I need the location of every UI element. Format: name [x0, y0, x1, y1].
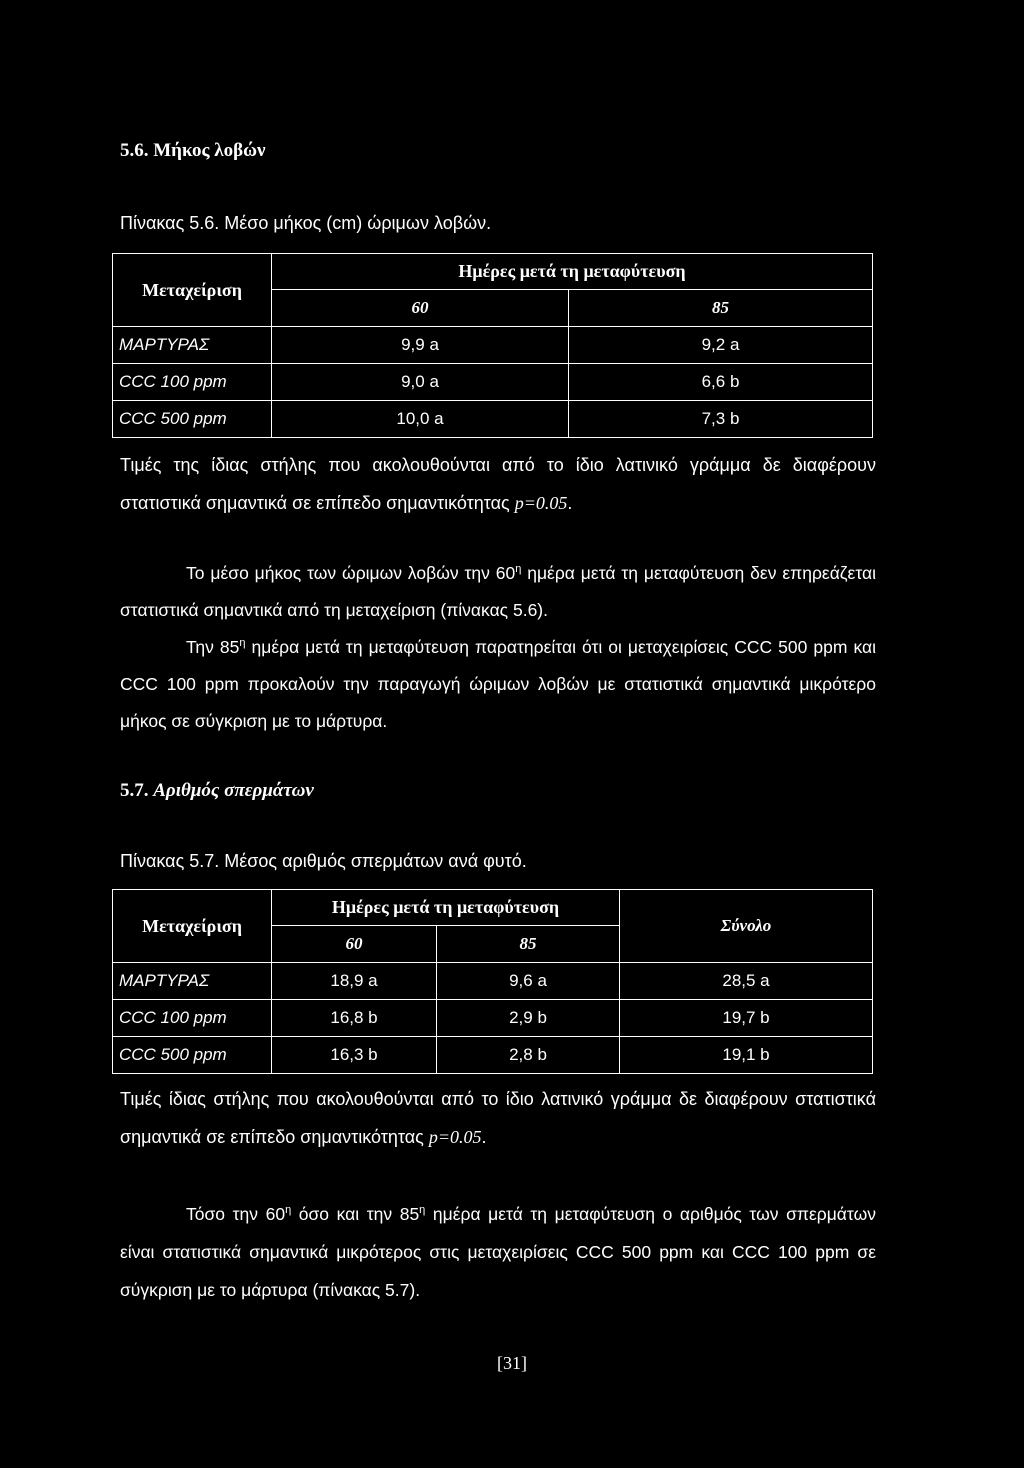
cell-day-60: 9,9 a: [272, 327, 569, 364]
cell-day-60: 18,9 a: [272, 963, 437, 1000]
row-treatment: CCC 500 ppm: [113, 401, 272, 438]
section-heading-5-7: [120, 780, 314, 802]
cell-day-85: 6,6 b: [569, 364, 873, 401]
section-number: 5.6.: [120, 140, 149, 161]
cell-day-60: 10,0 a: [272, 401, 569, 438]
p-value: p=0.05: [514, 493, 568, 513]
cell-total: 28,5 a: [620, 963, 873, 1000]
header-treatment: Μεταχείριση: [113, 254, 272, 327]
cell-day-85: 7,3 b: [569, 401, 873, 438]
cell-day-60: 9,0 a: [272, 364, 569, 401]
cell-day-60: 16,3 b: [272, 1037, 437, 1074]
table-caption-5-7: Πίνακας 5.7. Μέσος αριθμός σπερμάτων ανά φυτό.: [120, 851, 527, 871]
table-caption-5-6: Πίνακας 5.6. Μέσο μήκος (cm) ώριμων λοβών.: [120, 213, 492, 233]
table-5-7: [112, 889, 873, 1074]
table-row: [113, 963, 873, 1000]
table-row: [113, 1037, 873, 1074]
header-day-60: 60: [272, 926, 437, 963]
table-row: [113, 1000, 873, 1037]
table-row: [113, 401, 873, 438]
row-treatment: ΜΑΡΤΥΡΑΣ: [113, 327, 272, 364]
cell-day-85: 2,8 b: [437, 1037, 620, 1074]
header-total: Σύνολο: [620, 890, 873, 963]
cell-total: 19,1 b: [620, 1037, 873, 1074]
table-row: [113, 327, 873, 364]
paragraph-5-6b: Την $85^\eta$ ημέρα μετά τη μεταφύτευση παρατηρείται ότι οι μεταχειρίσεις CCC 500 ppm και CCC 100 ppm προκαλούν την παραγωγή ώριμων λοβών με στατιστικά σημαντικά μικρότερο μήκος σε σύγκριση με το μάρτυρα.: [120, 636, 876, 731]
paragraph-5-6a: Το μέσο μήκος των ώριμων λοβών την $60^\eta$ ημέρα μετά τη μεταφύτευση δεν επηρεάζεται στατιστικά σημαντικά από τη μεταχείριση (πίνακας 5.6).: [120, 562, 876, 620]
table-note-5-6: Τιμές της ίδιας στήλης που ακολουθούνται από το ίδιο λατινικό γράμμα δε διαφέρουν στατιστικά σημαντικά σε επίπεδο σημαντικότητας p=0.05.: [120, 455, 876, 513]
section-title: Αριθμός σπερμάτων: [153, 780, 314, 801]
row-treatment: ΜΑΡΤΥΡΑΣ: [113, 963, 272, 1000]
section-heading-5-6: [120, 140, 265, 162]
p-value: p=0.05: [428, 1127, 482, 1147]
header-treatment: Μεταχείριση: [113, 890, 272, 963]
table-5-6: [112, 253, 873, 438]
cell-day-60: 16,8 b: [272, 1000, 437, 1037]
header-days-group: Ημέρες μετά τη μεταφύτευση: [272, 890, 620, 926]
cell-day-85: 9,2 a: [569, 327, 873, 364]
cell-day-85: 9,6 a: [437, 963, 620, 1000]
cell-day-85: 2,9 b: [437, 1000, 620, 1037]
paragraph-5-7: Τόσο την $60^\eta$ όσο και την $85^\eta$ ημέρα μετά τη μεταφύτευση ο αριθμός των σπερμάτων είναι στατιστικά σημαντικά μικρότερος στις μεταχειρίσεις CCC 500 ppm και CCC 100 ppm σε σύγκριση με το μάρτυρα (πίνακας 5.7).: [120, 1203, 876, 1300]
row-treatment: CCC 100 ppm: [113, 1000, 272, 1037]
header-days-group: Ημέρες μετά τη μεταφύτευση: [272, 254, 873, 290]
cell-total: 19,7 b: [620, 1000, 873, 1037]
table-row: [113, 364, 873, 401]
header-day-85: 85: [437, 926, 620, 963]
table-note-5-7: Τιμές ίδιας στήλης που ακολουθούνται από το ίδιο λατινικό γράμμα δε διαφέρουν στατιστικά σημαντικά σε επίπεδο σημαντικότητας p=0.05.: [120, 1089, 876, 1147]
section-number: 5.7.: [120, 780, 149, 801]
row-treatment: CCC 100 ppm: [113, 364, 272, 401]
row-treatment: CCC 500 ppm: [113, 1037, 272, 1074]
section-title: Μήκος λοβών: [153, 140, 266, 161]
page-number: [31]: [497, 1353, 527, 1373]
header-day-60: 60: [272, 290, 569, 327]
header-day-85: 85: [569, 290, 873, 327]
